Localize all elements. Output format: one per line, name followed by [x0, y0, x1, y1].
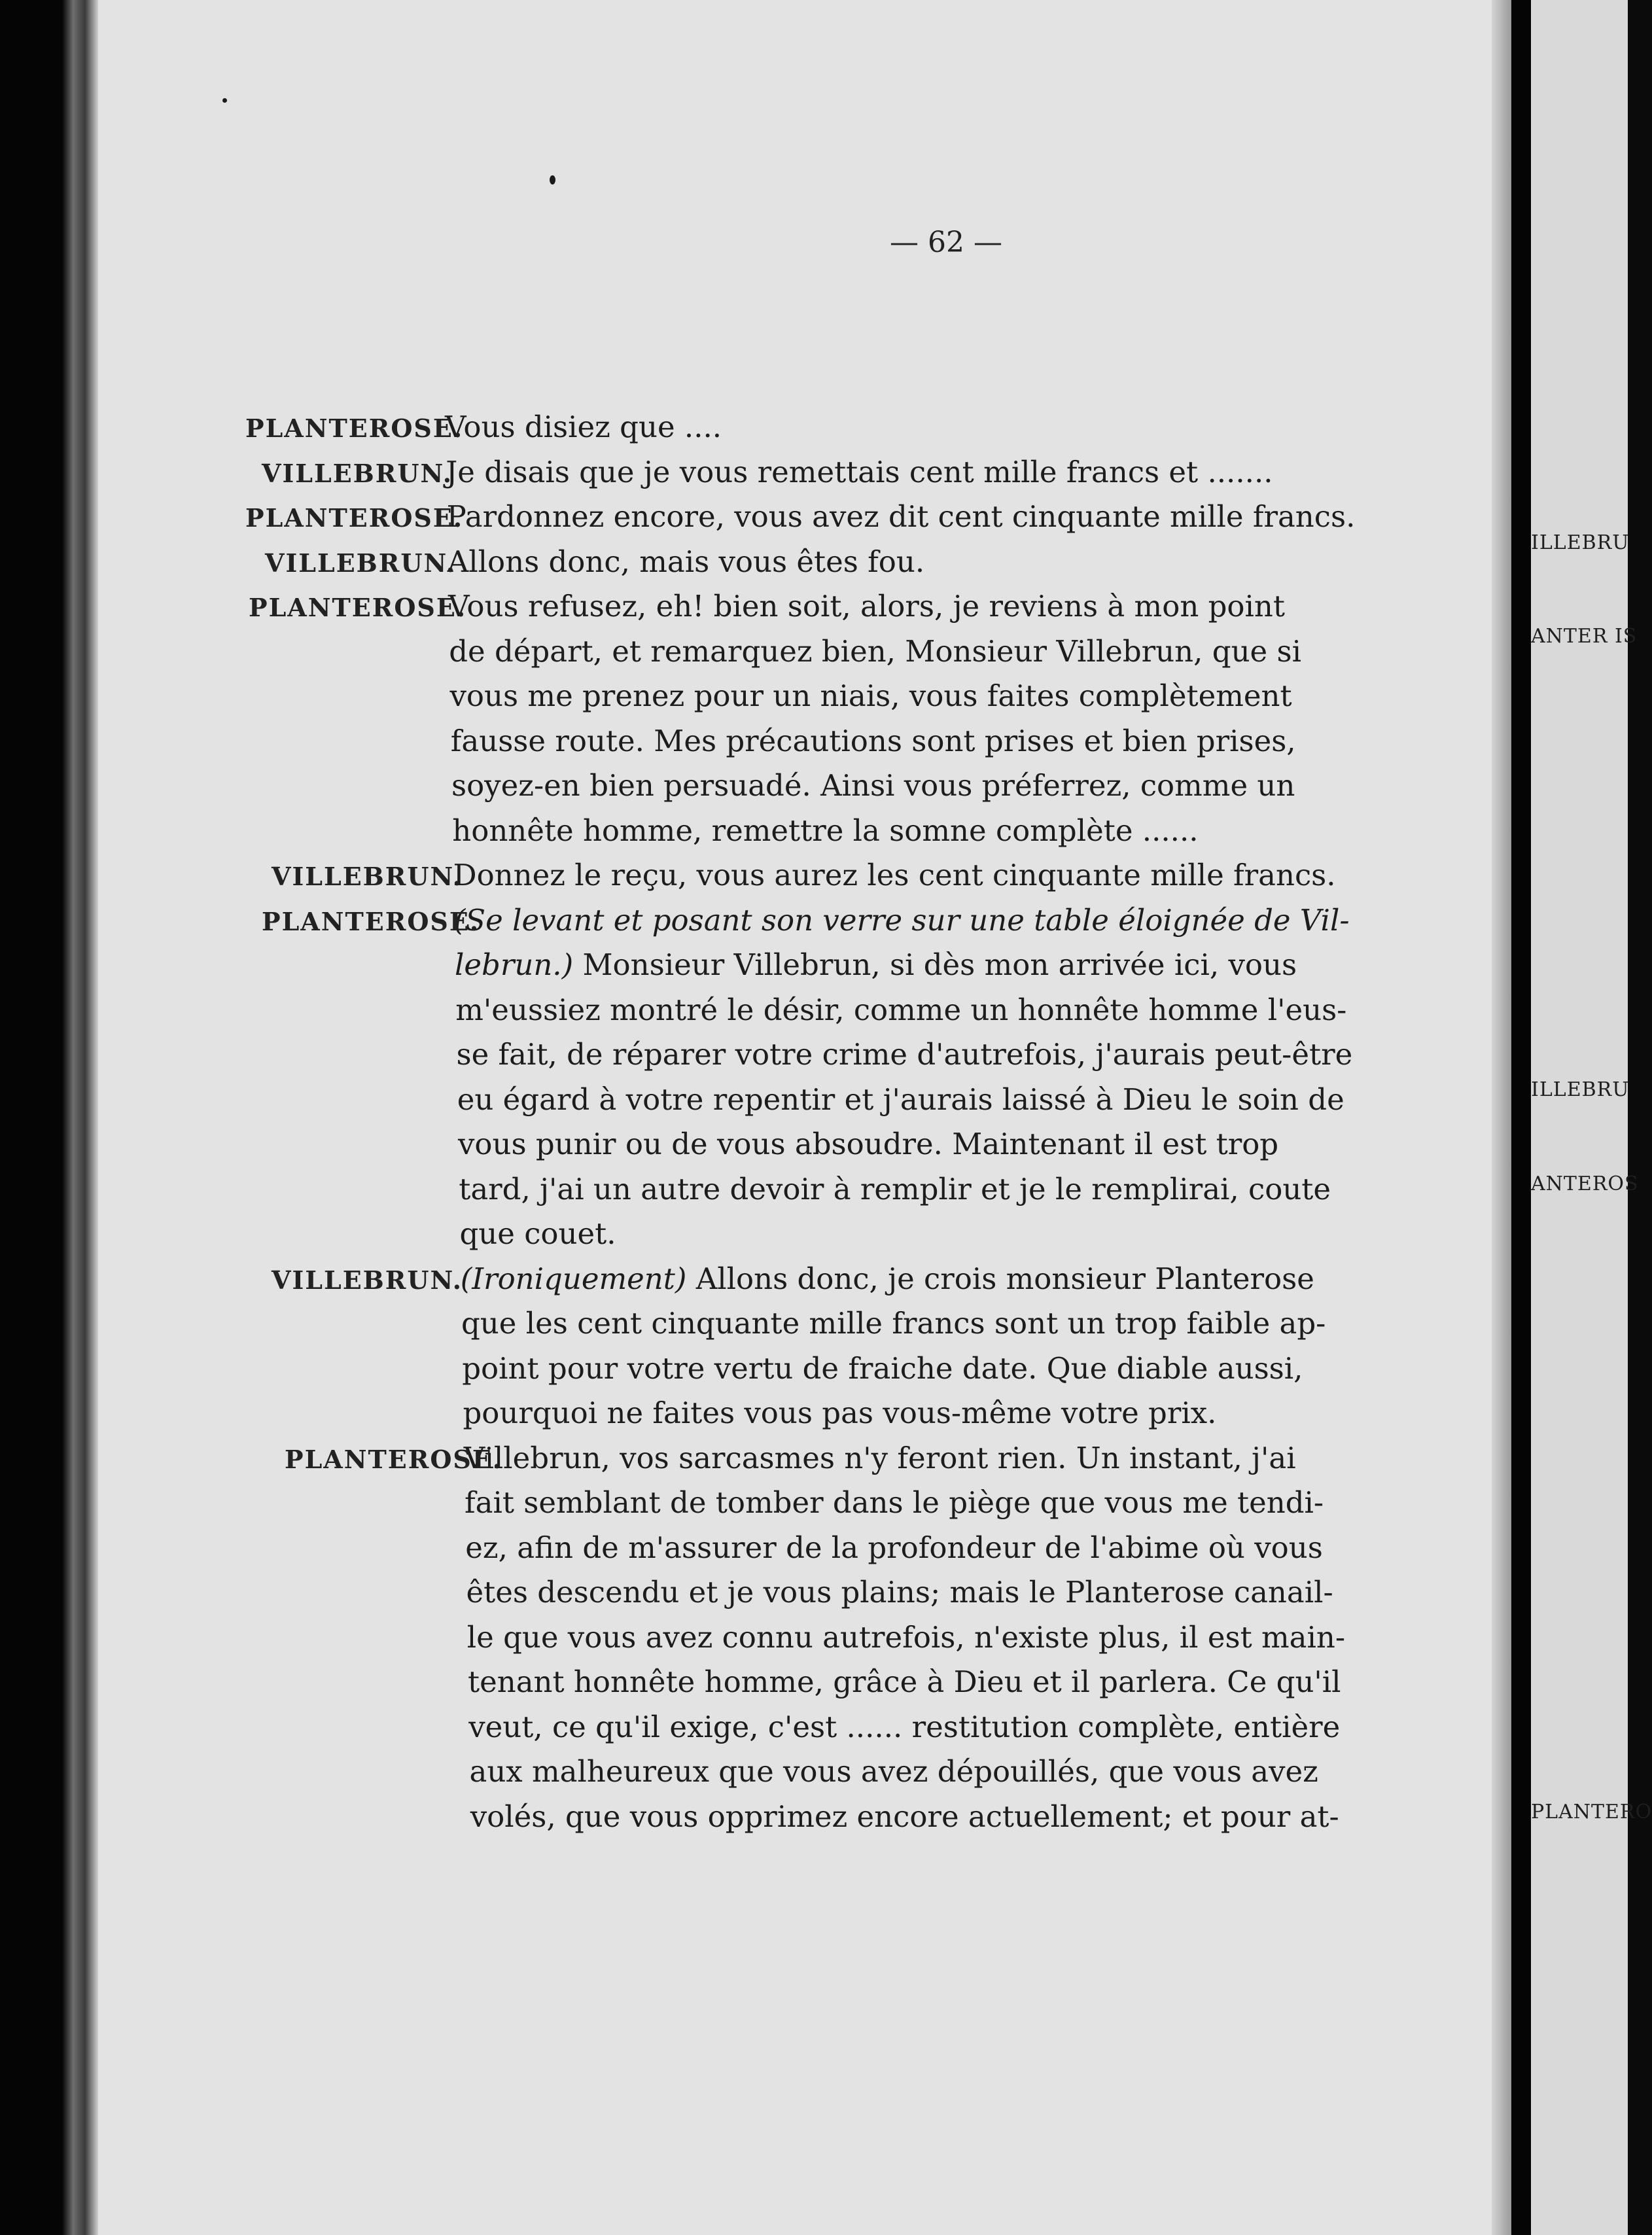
speaker-name: PLANTEROSE. — [245, 414, 464, 443]
dialogue-line-text: Donnez le reçu, vous aurez les cent cinquante mille francs. — [453, 858, 1336, 892]
facing-page-fragment: ANTER IS — [1531, 625, 1638, 648]
dialogue-line-text: que couet. — [459, 1216, 616, 1251]
dialogue-line-text: de départ, et remarquez bien, Monsieur Villebrun, que si — [449, 634, 1301, 669]
dialogue-line-text: Allons donc, je crois monsieur Planterose — [686, 1261, 1314, 1296]
text-line — [459, 1216, 616, 1251]
speaker-name: VILLEBRUN. — [272, 862, 463, 891]
dialogue-line-text: se fait, de réparer votre crime d'autrefois, j'aurais peut-être — [456, 1037, 1353, 1072]
dialogue-line-text: ez, afin de m'assurer de la profondeur de l'abime où vous — [465, 1530, 1323, 1565]
text-line — [455, 947, 1297, 982]
dialogue-line-text: vous punir ou de vous absoudre. Maintenant il est trop — [458, 1127, 1279, 1161]
book-gutter — [1511, 0, 1531, 2235]
dialogue-line-text: aux malheureux que vous avez dépouillés, que vous avez — [469, 1754, 1318, 1789]
speaker-name: PLANTEROSE. — [249, 593, 467, 622]
stage-direction: (Ironiquement) — [460, 1261, 687, 1296]
dialogue-line-text: point pour votre vertu de fraiche date. Que diable aussi, — [462, 1351, 1303, 1386]
speaker-name: VILLEBRUN. — [265, 548, 457, 578]
facing-page-fragment: ANTEROS — [1531, 1172, 1639, 1195]
text-line — [455, 995, 1346, 1025]
dialogue-line-text: tenant honnête homme, grâce à Dieu et il parlera. Ce qu'il — [468, 1664, 1341, 1699]
dialogue-line-text: Vous refusez, eh! bien soit, alors, je reviens à mon point — [448, 589, 1285, 624]
text-line — [245, 499, 1356, 534]
stage-direction: lebrun.) — [455, 947, 574, 982]
dialogue-line-text: Allons donc, mais vous êtes fou. — [447, 544, 925, 579]
text-line — [265, 544, 925, 579]
dialogue-line-text: Villebrun, vos sarcasmes n'y feront rien. Un instant, j'ai — [463, 1441, 1296, 1475]
dialogue-line-text: tard, j'ai un autre devoir à remplir et je le remplirai, coute — [459, 1172, 1331, 1206]
speaker-name: VILLEBRUN. — [272, 1265, 463, 1295]
dialogue-line-text: vous me prenez pour un niais, vous faites complètement — [449, 678, 1292, 713]
text-line — [272, 858, 1336, 892]
dialogue-line-text: soyez-en bien persuadé. Ainsi vous préferrez, comme un — [451, 768, 1295, 803]
text-line — [468, 1664, 1341, 1699]
speaker-name: VILLEBRUN. — [262, 459, 453, 488]
book-page — [98, 0, 1511, 2235]
stage-direction: (Se levant et posant son verre sur une table éloignée de Vil- — [453, 903, 1350, 938]
facing-page-fragment: ILLEBRU — [1531, 1078, 1630, 1101]
dialogue-line-text: eu égard à votre repentir et j'aurais laissé à Dieu le soin de — [457, 1082, 1344, 1117]
dialogue-line-text: le que vous avez connu autrefois, n'existe plus, il est main- — [466, 1620, 1346, 1655]
dialogue-line-text: êtes descendu et je vous plains; mais le Planterose canail- — [466, 1575, 1333, 1610]
speaker-name: PLANTEROSE. — [285, 1445, 503, 1474]
text-line — [470, 1799, 1339, 1834]
text-line — [457, 1082, 1344, 1117]
dialogue-line-text: honnête homme, remettre la somne complète ...... — [452, 813, 1199, 848]
dialogue-line-text: Pardonnez encore, vous avez dit cent cinquante mille francs. — [446, 499, 1356, 534]
text-line — [466, 1575, 1333, 1610]
book-spine — [0, 0, 98, 2235]
text-line — [449, 678, 1292, 713]
text-line — [262, 903, 1350, 938]
text-line — [451, 726, 1296, 756]
text-line — [463, 1398, 1217, 1428]
ink-spot — [222, 98, 227, 103]
text-line — [456, 1037, 1353, 1072]
text-line — [245, 410, 722, 444]
text-line — [461, 1306, 1326, 1341]
text-line — [462, 1351, 1303, 1386]
facing-page-fragment: PLANTERO — [1531, 1801, 1652, 1823]
facing-page — [1531, 0, 1652, 2235]
text-line — [458, 1129, 1278, 1159]
text-line — [285, 1441, 1296, 1475]
dialogue-line-text: Vous disiez que .... — [445, 410, 722, 444]
page-number: — 62 — — [890, 226, 1002, 259]
text-line — [449, 634, 1301, 669]
speaker-name: PLANTEROSE. — [262, 907, 480, 936]
text-line — [466, 1620, 1346, 1655]
dialogue-line-text: veut, ce qu'il exige, c'est ...... restitution complète, entière — [468, 1710, 1341, 1744]
text-line — [468, 1712, 1340, 1742]
text-line — [452, 813, 1199, 848]
text-line — [272, 1261, 1314, 1296]
dialogue-line-text: Monsieur Villebrun, si dès mon arrivée ici, vous — [573, 947, 1297, 982]
dialogue-line-text: que les cent cinquante mille francs sont un trop faible ap- — [461, 1306, 1326, 1341]
facing-page-fragment: ILLEBRU — [1531, 531, 1630, 554]
text-line — [249, 589, 1285, 624]
dialogue-line-text: Je disais que je vous remettais cent mille francs et ....... — [446, 455, 1273, 489]
speaker-name: PLANTEROSE. — [245, 503, 464, 533]
dialogue-line-text: fait semblant de tomber dans le piège que vous me tendi- — [465, 1485, 1324, 1520]
dialogue-line-text: pourquoi ne faites vous pas vous-même votre prix. — [463, 1396, 1217, 1430]
text-line — [465, 1530, 1323, 1565]
ink-spot — [550, 175, 555, 185]
text-line — [465, 1485, 1324, 1520]
text-line — [262, 455, 1273, 489]
dialogue-line-text: fausse route. Mes précautions sont prises et bien prises, — [450, 724, 1296, 758]
text-line — [451, 768, 1295, 803]
dialogue-line-text: m'eussiez montré le désir, comme un honnête homme l'eus- — [455, 993, 1347, 1027]
text-line — [459, 1174, 1331, 1204]
dialogue-line-text: volés, que vous opprimez encore actuellement; et pour at- — [470, 1799, 1339, 1834]
text-line — [469, 1754, 1318, 1789]
